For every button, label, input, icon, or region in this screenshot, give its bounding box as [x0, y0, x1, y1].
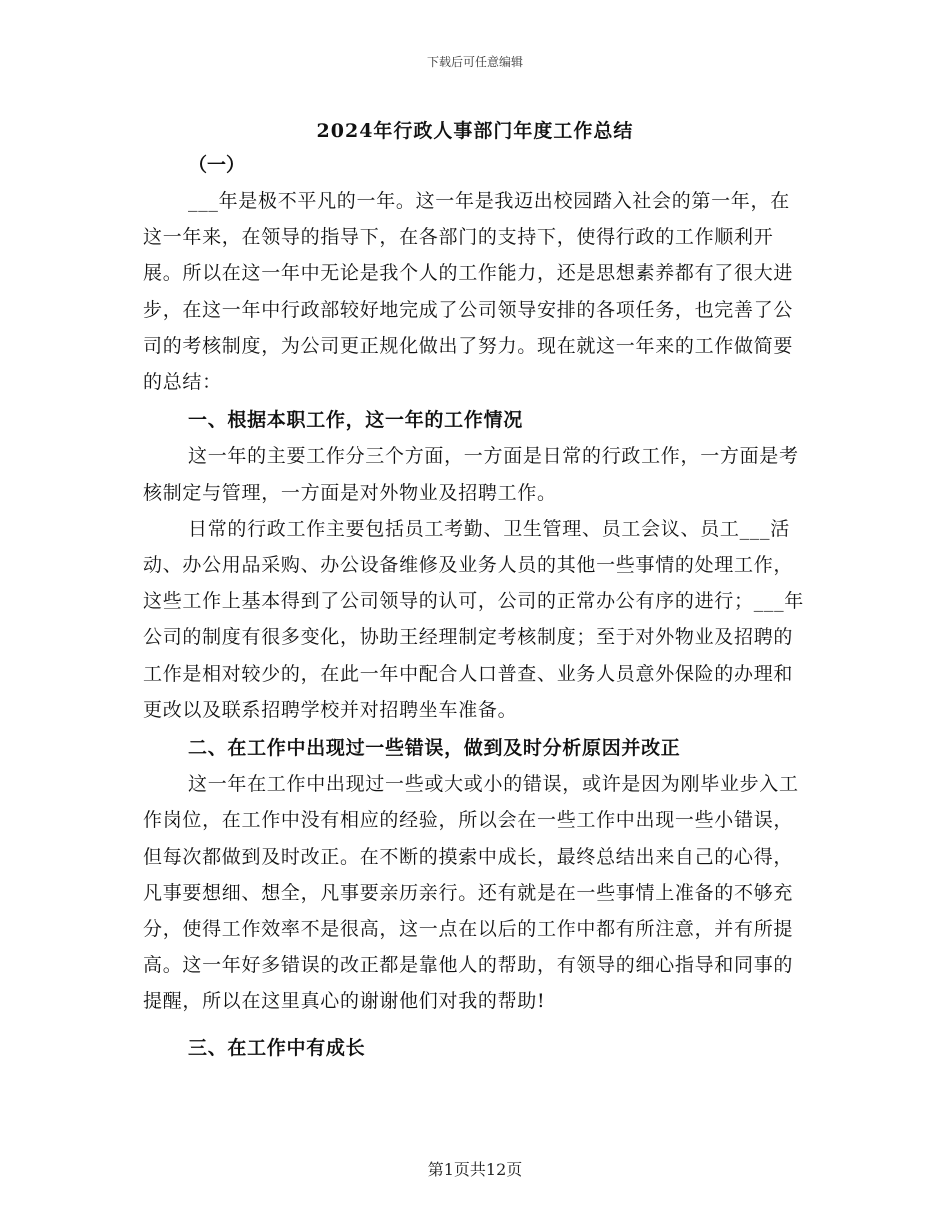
section-1-paragraph-1: 这一年的主要工作分三个方面，一方面是日常的行政工作，一方面是考核制定与管理，一方面是对外物业及招聘工作。 [143, 445, 799, 504]
document-body [143, 183, 808, 1066]
section-1-heading: 一、根据本职工作，这一年的工作情况 [188, 409, 523, 432]
section-2-heading: 二、在工作中出现过一些错误，做到及时分析原因并改正 [188, 737, 681, 760]
document-subtitle: （一） [188, 154, 246, 176]
page-footer-pagination: 第1页共12页 [427, 1160, 523, 1179]
intro-paragraph: ___年是极不平凡的一年。这一年是我迈出校园踏入社会的第一年，在这一年来，在领导的指导下，在各部门的支持下，使得行政的工作顺利开展。所以在这一年中无论是我个人的工作能力，还是思想素养都有了很大进步，在这一年中行政部较好地完成了公司领导安排的各项任务，也完善了公司的考核制度，为公司更正规化做出了努力。现在就这一年来的工作做简要的总结： [143, 190, 794, 394]
section-2-paragraph-1: 这一年在工作中出现过一些或大或小的错误，或许是因为刚毕业步入工作岗位，在工作中没有相应的经验，所以会在一些工作中出现一些小错误，但每次都做到及时改正。在不断的摸索中成长，最终总结出来自己的心得，凡事要想细、想全，凡事要亲历亲行。还有就是在一些事情上准备的不够充分，使得工作效率不是很高，这一点在以后的工作中都有所注意，并有所提高。这一年好多错误的改正都是靠他人的帮助，有领导的细心指导和同事的提醒，所以在这里真心的谢谢他们对我的帮助! [143, 773, 799, 1013]
page-header-note: 下载后可任意编辑 [426, 55, 523, 69]
document-title: 2024年行政人事部门年度工作总结 [316, 120, 634, 142]
section-1-paragraph-2: 日常的行政工作主要包括员工考勤、卫生管理、员工会议、员工___活动、办公用品采购、办公设备维修及业务人员的其他一些事情的处理工作，这些工作上基本得到了公司领导的认可，公司的正常办公有序的进行；___年公司的制度有很多变化，协助王经理制定考核制度；至于对外物业及招聘的工作是相对较少的，在此一年中配合人口普查、业务人员意外保险的办理和更改以及联系招聘学校并对招聘坐车准备。 [143, 517, 805, 721]
section-3-heading: 三、在工作中有成长 [188, 1036, 366, 1059]
